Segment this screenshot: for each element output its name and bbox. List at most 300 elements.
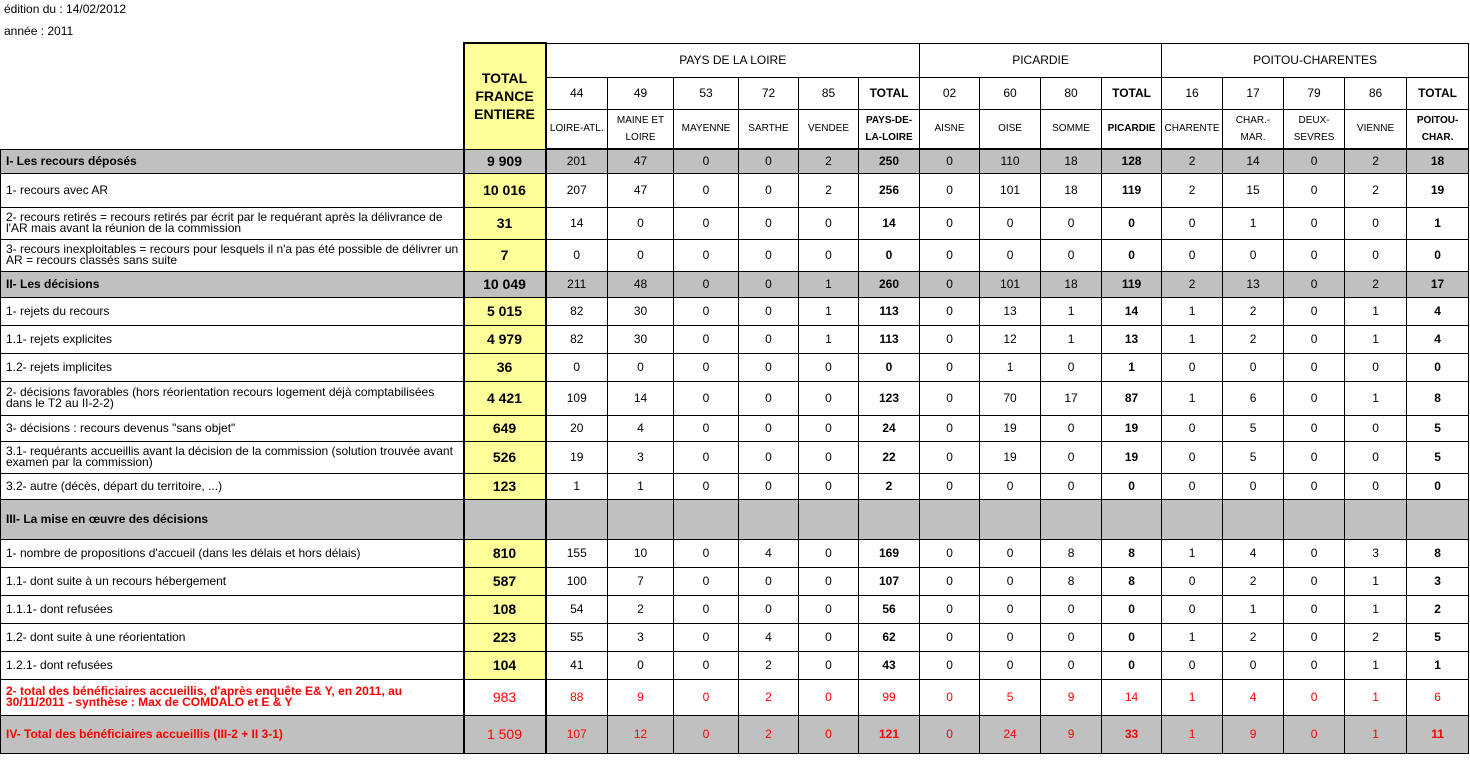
dept-code-header: 02 bbox=[920, 77, 980, 109]
cell-value: 2 bbox=[739, 651, 799, 679]
cell-value: 5 bbox=[980, 679, 1041, 715]
cell-value: 211 bbox=[546, 271, 608, 297]
cell-value bbox=[739, 499, 799, 539]
cell-value: 0 bbox=[674, 567, 739, 595]
total-france-value: 10 049 bbox=[464, 271, 546, 297]
cell-value: 1 bbox=[1041, 325, 1102, 353]
cell-value: 3 bbox=[608, 623, 674, 651]
cell-value: 2 bbox=[1345, 173, 1407, 207]
cell-value: 1 bbox=[1345, 567, 1407, 595]
cell-value: 0 bbox=[1041, 441, 1102, 473]
cell-value: 15 bbox=[1223, 173, 1284, 207]
cell-value: 2 bbox=[1223, 297, 1284, 325]
cell-value: 0 bbox=[1041, 415, 1102, 441]
cell-value: 1 bbox=[1223, 595, 1284, 623]
cell-value: 1 bbox=[546, 473, 608, 499]
cell-value: 9 bbox=[608, 679, 674, 715]
dept-code-header: 49 bbox=[608, 77, 674, 109]
cell-value: 0 bbox=[1041, 353, 1102, 381]
cell-value: 1 bbox=[1162, 325, 1223, 353]
cell-value: 0 bbox=[920, 595, 980, 623]
row-label: 1- nombre de propositions d'accueil (dans les délais et hors délais) bbox=[1, 539, 464, 567]
cell-value: 14 bbox=[1223, 149, 1284, 173]
cell-value: 0 bbox=[739, 271, 799, 297]
cell-value: 1 bbox=[980, 353, 1041, 381]
total-france-value: 104 bbox=[464, 651, 546, 679]
cell-value: 0 bbox=[1041, 595, 1102, 623]
cell-value: 1 bbox=[1162, 539, 1223, 567]
cell-value: 0 bbox=[859, 239, 920, 271]
cell-value: 107 bbox=[859, 567, 920, 595]
cell-value: 87 bbox=[1102, 381, 1162, 415]
cell-value: 19 bbox=[980, 441, 1041, 473]
cell-value: 2 bbox=[739, 715, 799, 753]
cell-value: 19 bbox=[546, 441, 608, 473]
corner-cell bbox=[1, 43, 464, 149]
row-label: 1.2- rejets implicites bbox=[1, 353, 464, 381]
cell-value: 101 bbox=[980, 271, 1041, 297]
dept-code-header: 80 bbox=[1041, 77, 1102, 109]
dept-code-header: TOTAL bbox=[1407, 77, 1469, 109]
cell-value: 20 bbox=[546, 415, 608, 441]
cell-value: 0 bbox=[1102, 651, 1162, 679]
cell-value: 5 bbox=[1407, 415, 1469, 441]
cell-value: 2 bbox=[1162, 271, 1223, 297]
cell-value: 0 bbox=[799, 651, 859, 679]
cell-value: 4 bbox=[739, 539, 799, 567]
cell-value: 4 bbox=[1407, 297, 1469, 325]
dept-name-header: VIENNE bbox=[1345, 109, 1407, 149]
table-row bbox=[1, 297, 1469, 325]
cell-value: 0 bbox=[1162, 473, 1223, 499]
cell-value: 1 bbox=[1162, 679, 1223, 715]
cell-value bbox=[1041, 499, 1102, 539]
cell-value: 19 bbox=[1407, 173, 1469, 207]
cell-value: 0 bbox=[674, 679, 739, 715]
cell-value: 0 bbox=[920, 473, 980, 499]
cell-value: 18 bbox=[1407, 149, 1469, 173]
cell-value: 1 bbox=[1345, 679, 1407, 715]
cell-value: 0 bbox=[1102, 623, 1162, 651]
row-label: 1- recours avec AR bbox=[1, 173, 464, 207]
table-row bbox=[1, 539, 1469, 567]
cell-value: 0 bbox=[920, 715, 980, 753]
cell-value: 4 bbox=[1223, 539, 1284, 567]
cell-value: 0 bbox=[799, 239, 859, 271]
cell-value: 121 bbox=[859, 715, 920, 753]
cell-value: 123 bbox=[859, 381, 920, 415]
cell-value: 0 bbox=[1345, 441, 1407, 473]
dept-code-header: 60 bbox=[980, 77, 1041, 109]
cell-value: 0 bbox=[920, 567, 980, 595]
cell-value: 1 bbox=[1041, 297, 1102, 325]
cell-value bbox=[1345, 499, 1407, 539]
cell-value: 0 bbox=[608, 239, 674, 271]
cell-value: 0 bbox=[739, 297, 799, 325]
cell-value: 2 bbox=[608, 595, 674, 623]
dept-name-header: CHAR.-MAR. bbox=[1223, 109, 1284, 149]
cell-value: 113 bbox=[859, 297, 920, 325]
cell-value: 0 bbox=[739, 473, 799, 499]
cell-value: 0 bbox=[674, 595, 739, 623]
cell-value: 14 bbox=[608, 381, 674, 415]
cell-value: 1 bbox=[1162, 381, 1223, 415]
cell-value bbox=[920, 499, 980, 539]
cell-value: 12 bbox=[980, 325, 1041, 353]
cell-value: 0 bbox=[1345, 353, 1407, 381]
cell-value: 19 bbox=[1102, 441, 1162, 473]
cell-value: 0 bbox=[674, 173, 739, 207]
cell-value: 0 bbox=[799, 715, 859, 753]
cell-value: 0 bbox=[920, 415, 980, 441]
cell-value: 0 bbox=[739, 325, 799, 353]
cell-value: 1 bbox=[1345, 595, 1407, 623]
cell-value: 2 bbox=[1223, 325, 1284, 353]
cell-value: 107 bbox=[546, 715, 608, 753]
cell-value: 0 bbox=[1284, 297, 1345, 325]
cell-value: 0 bbox=[799, 539, 859, 567]
table-row bbox=[1, 173, 1469, 207]
cell-value: 5 bbox=[1223, 415, 1284, 441]
cell-value: 13 bbox=[1102, 325, 1162, 353]
cell-value: 3 bbox=[1407, 567, 1469, 595]
total-france-value: 7 bbox=[464, 239, 546, 271]
cell-value: 0 bbox=[1284, 353, 1345, 381]
dept-name-header: SARTHE bbox=[739, 109, 799, 149]
table-row bbox=[1, 271, 1469, 297]
dept-code-header: TOTAL bbox=[859, 77, 920, 109]
cell-value: 0 bbox=[980, 473, 1041, 499]
cell-value: 0 bbox=[739, 149, 799, 173]
cell-value: 47 bbox=[608, 173, 674, 207]
cell-value: 250 bbox=[859, 149, 920, 173]
cell-value: 0 bbox=[799, 415, 859, 441]
row-label: 3.2- autre (décès, départ du territoire, ...) bbox=[1, 473, 464, 499]
cell-value: 256 bbox=[859, 173, 920, 207]
cell-value: 0 bbox=[1407, 239, 1469, 271]
cell-value: 0 bbox=[739, 415, 799, 441]
total-france-value: 587 bbox=[464, 567, 546, 595]
cell-value: 0 bbox=[920, 207, 980, 239]
cell-value: 10 bbox=[608, 539, 674, 567]
cell-value: 260 bbox=[859, 271, 920, 297]
cell-value: 0 bbox=[1223, 651, 1284, 679]
total-france-value: 9 909 bbox=[464, 149, 546, 173]
cell-value: 0 bbox=[608, 207, 674, 239]
row-label: 2- recours retirés = recours retirés par écrit par le requérant après la délivrance de l'AR mais avant la réunion de la commission bbox=[1, 207, 464, 239]
dept-name-header: SOMME bbox=[1041, 109, 1102, 149]
cell-value: 1 bbox=[799, 325, 859, 353]
row-label: 1.1.1- dont refusées bbox=[1, 595, 464, 623]
cell-value: 0 bbox=[739, 207, 799, 239]
cell-value: 2 bbox=[1407, 595, 1469, 623]
cell-value: 0 bbox=[799, 207, 859, 239]
cell-value: 5 bbox=[1223, 441, 1284, 473]
row-label: 1.1- rejets explicites bbox=[1, 325, 464, 353]
cell-value: 1 bbox=[1345, 325, 1407, 353]
cell-value: 2 bbox=[1345, 623, 1407, 651]
data-table bbox=[0, 42, 1469, 754]
cell-value: 0 bbox=[1345, 415, 1407, 441]
cell-value: 0 bbox=[799, 353, 859, 381]
cell-value: 0 bbox=[1284, 325, 1345, 353]
cell-value: 82 bbox=[546, 325, 608, 353]
cell-value: 0 bbox=[1041, 239, 1102, 271]
total-france-value: 10 016 bbox=[464, 173, 546, 207]
edition-date: édition du : 14/02/2012 bbox=[4, 2, 127, 16]
cell-value: 0 bbox=[674, 325, 739, 353]
cell-value: 24 bbox=[859, 415, 920, 441]
cell-value: 2 bbox=[1345, 271, 1407, 297]
cell-value: 0 bbox=[799, 595, 859, 623]
cell-value: 0 bbox=[799, 441, 859, 473]
cell-value: 24 bbox=[980, 715, 1041, 753]
cell-value: 4 bbox=[1407, 325, 1469, 353]
total-france-value: 526 bbox=[464, 441, 546, 473]
cell-value: 0 bbox=[674, 539, 739, 567]
cell-value: 0 bbox=[920, 271, 980, 297]
cell-value: 0 bbox=[1284, 239, 1345, 271]
cell-value: 0 bbox=[674, 651, 739, 679]
dept-code-header: 17 bbox=[1223, 77, 1284, 109]
cell-value: 0 bbox=[1162, 651, 1223, 679]
cell-value: 9 bbox=[1223, 715, 1284, 753]
cell-value: 0 bbox=[1162, 441, 1223, 473]
cell-value: 0 bbox=[1041, 623, 1102, 651]
row-label: 1- rejets du recours bbox=[1, 297, 464, 325]
cell-value: 0 bbox=[739, 567, 799, 595]
cell-value: 119 bbox=[1102, 173, 1162, 207]
cell-value: 0 bbox=[1284, 567, 1345, 595]
cell-value: 0 bbox=[546, 353, 608, 381]
cell-value: 11 bbox=[1407, 715, 1469, 753]
cell-value: 0 bbox=[1223, 239, 1284, 271]
cell-value: 4 bbox=[608, 415, 674, 441]
dept-name-header: PAYS-DE-LA-LOIRE bbox=[859, 109, 920, 149]
cell-value: 101 bbox=[980, 173, 1041, 207]
cell-value: 0 bbox=[920, 623, 980, 651]
cell-value: 2 bbox=[1162, 173, 1223, 207]
cell-value: 0 bbox=[1284, 651, 1345, 679]
cell-value: 1 bbox=[608, 473, 674, 499]
cell-value: 0 bbox=[1102, 473, 1162, 499]
cell-value: 0 bbox=[1284, 623, 1345, 651]
dept-code-header: 53 bbox=[674, 77, 739, 109]
cell-value: 14 bbox=[1102, 679, 1162, 715]
row-label: 1.1- dont suite à un recours hébergement bbox=[1, 567, 464, 595]
dept-name-header: POITOU-CHAR. bbox=[1407, 109, 1469, 149]
cell-value: 82 bbox=[546, 297, 608, 325]
cell-value: 1 bbox=[1162, 715, 1223, 753]
table-row bbox=[1, 567, 1469, 595]
cell-value: 8 bbox=[1407, 539, 1469, 567]
cell-value: 5 bbox=[1407, 441, 1469, 473]
cell-value: 8 bbox=[1407, 381, 1469, 415]
row-label: I- Les recours déposés bbox=[1, 149, 464, 173]
cell-value: 0 bbox=[1345, 473, 1407, 499]
cell-value: 9 bbox=[1041, 715, 1102, 753]
cell-value: 0 bbox=[608, 353, 674, 381]
table-row bbox=[1, 149, 1469, 173]
dept-name-header: MAYENNE bbox=[674, 109, 739, 149]
cell-value bbox=[1223, 499, 1284, 539]
row-label: 1.2.1- dont refusées bbox=[1, 651, 464, 679]
cell-value: 41 bbox=[546, 651, 608, 679]
cell-value: 0 bbox=[920, 539, 980, 567]
cell-value: 0 bbox=[920, 325, 980, 353]
cell-value: 2 bbox=[1223, 567, 1284, 595]
cell-value: 0 bbox=[1284, 679, 1345, 715]
table-row bbox=[1, 473, 1469, 499]
dept-name-header: PICARDIE bbox=[1102, 109, 1162, 149]
cell-value: 0 bbox=[1162, 207, 1223, 239]
cell-value: 2 bbox=[739, 679, 799, 715]
cell-value: 70 bbox=[980, 381, 1041, 415]
cell-value: 0 bbox=[674, 441, 739, 473]
row-label: 3- recours inexploitables = recours pour lesquels il n'a pas été possible de délivrer un AR = recours classés sans suite bbox=[1, 239, 464, 271]
cell-value: 13 bbox=[1223, 271, 1284, 297]
cell-value: 128 bbox=[1102, 149, 1162, 173]
cell-value: 1 bbox=[1345, 381, 1407, 415]
cell-value bbox=[674, 499, 739, 539]
cell-value: 0 bbox=[980, 595, 1041, 623]
dept-name-header: DEUX-SEVRES bbox=[1284, 109, 1345, 149]
cell-value: 0 bbox=[980, 567, 1041, 595]
cell-value: 0 bbox=[1284, 271, 1345, 297]
table-row bbox=[1, 353, 1469, 381]
cell-value: 0 bbox=[1041, 207, 1102, 239]
total-france-value: 810 bbox=[464, 539, 546, 567]
dept-name-header: AISNE bbox=[920, 109, 980, 149]
cell-value: 207 bbox=[546, 173, 608, 207]
cell-value: 1 bbox=[1345, 715, 1407, 753]
cell-value: 169 bbox=[859, 539, 920, 567]
cell-value: 0 bbox=[1162, 353, 1223, 381]
row-label: 3- décisions : recours devenus "sans objet" bbox=[1, 415, 464, 441]
region-header-pays-de-la-loire: PAYS DE LA LOIRE bbox=[546, 43, 920, 77]
cell-value: 30 bbox=[608, 297, 674, 325]
table-row bbox=[1, 651, 1469, 679]
table-row bbox=[1, 499, 1469, 539]
table-row bbox=[1, 623, 1469, 651]
dept-code-header: 16 bbox=[1162, 77, 1223, 109]
cell-value: 0 bbox=[739, 381, 799, 415]
cell-value bbox=[1284, 499, 1345, 539]
cell-value: 0 bbox=[980, 239, 1041, 271]
cell-value bbox=[546, 499, 608, 539]
cell-value: 0 bbox=[1345, 239, 1407, 271]
total-france-value: 123 bbox=[464, 473, 546, 499]
cell-value: 0 bbox=[799, 679, 859, 715]
cell-value: 0 bbox=[1284, 149, 1345, 173]
cell-value: 48 bbox=[608, 271, 674, 297]
cell-value: 0 bbox=[1407, 353, 1469, 381]
cell-value: 113 bbox=[859, 325, 920, 353]
dept-name-header: MAINE ET LOIRE bbox=[608, 109, 674, 149]
cell-value: 55 bbox=[546, 623, 608, 651]
cell-value bbox=[1162, 499, 1223, 539]
region-header-picardie: PICARDIE bbox=[920, 43, 1162, 77]
cell-value: 0 bbox=[674, 715, 739, 753]
cell-value: 4 bbox=[739, 623, 799, 651]
cell-value: 0 bbox=[1407, 473, 1469, 499]
cell-value: 119 bbox=[1102, 271, 1162, 297]
total-france-value: 5 015 bbox=[464, 297, 546, 325]
cell-value: 0 bbox=[799, 473, 859, 499]
cell-value: 0 bbox=[674, 149, 739, 173]
dept-code-header: 72 bbox=[739, 77, 799, 109]
cell-value: 0 bbox=[1284, 381, 1345, 415]
dept-name-header: CHARENTE bbox=[1162, 109, 1223, 149]
total-france-value: 4 421 bbox=[464, 381, 546, 415]
total-france-value: 223 bbox=[464, 623, 546, 651]
total-france-value: 649 bbox=[464, 415, 546, 441]
cell-value: 0 bbox=[920, 441, 980, 473]
cell-value: 18 bbox=[1041, 149, 1102, 173]
cell-value: 8 bbox=[1102, 539, 1162, 567]
cell-value: 0 bbox=[1162, 415, 1223, 441]
cell-value: 2 bbox=[1345, 149, 1407, 173]
cell-value: 1 bbox=[1223, 207, 1284, 239]
cell-value: 43 bbox=[859, 651, 920, 679]
cell-value: 0 bbox=[674, 381, 739, 415]
cell-value: 2 bbox=[1223, 623, 1284, 651]
cell-value: 109 bbox=[546, 381, 608, 415]
cell-value bbox=[980, 499, 1041, 539]
cell-value: 0 bbox=[1284, 715, 1345, 753]
cell-value: 14 bbox=[1102, 297, 1162, 325]
table-row bbox=[1, 715, 1469, 753]
cell-value: 62 bbox=[859, 623, 920, 651]
cell-value: 0 bbox=[920, 651, 980, 679]
row-label: 2- total des bénéficiaires accueillis, d'après enquête E& Y, en 2011, au 30/11/2011 - synthèse : Max de COMDALO et E & Y bbox=[1, 679, 464, 715]
cell-value: 0 bbox=[799, 567, 859, 595]
cell-value: 0 bbox=[1284, 173, 1345, 207]
cell-value bbox=[1407, 499, 1469, 539]
cell-value: 9 bbox=[1041, 679, 1102, 715]
cell-value: 1 bbox=[1162, 623, 1223, 651]
cell-value: 0 bbox=[1162, 595, 1223, 623]
cell-value: 99 bbox=[859, 679, 920, 715]
dept-code-header: 85 bbox=[799, 77, 859, 109]
cell-value: 0 bbox=[1102, 595, 1162, 623]
cell-value: 56 bbox=[859, 595, 920, 623]
cell-value: 0 bbox=[1102, 207, 1162, 239]
cell-value: 0 bbox=[799, 623, 859, 651]
cell-value: 0 bbox=[674, 353, 739, 381]
cell-value: 13 bbox=[980, 297, 1041, 325]
dept-name-header: OISE bbox=[980, 109, 1041, 149]
cell-value bbox=[859, 499, 920, 539]
row-label: 2- décisions favorables (hors réorientation recours logement déjà comptabilisées dans le T2 au II-2-2) bbox=[1, 381, 464, 415]
cell-value: 0 bbox=[920, 239, 980, 271]
cell-value: 3 bbox=[608, 441, 674, 473]
cell-value: 5 bbox=[1407, 623, 1469, 651]
cell-value: 1 bbox=[799, 297, 859, 325]
cell-value: 7 bbox=[608, 567, 674, 595]
table-row bbox=[1, 239, 1469, 271]
cell-value: 1 bbox=[1407, 651, 1469, 679]
cell-value: 1 bbox=[1345, 297, 1407, 325]
cell-value: 0 bbox=[1284, 415, 1345, 441]
row-label: 3.1- requérants accueillis avant la décision de la commission (solution trouvée avant examen par la commission) bbox=[1, 441, 464, 473]
cell-value: 201 bbox=[546, 149, 608, 173]
cell-value: 33 bbox=[1102, 715, 1162, 753]
cell-value: 0 bbox=[608, 651, 674, 679]
cell-value: 1 bbox=[1162, 297, 1223, 325]
cell-value: 0 bbox=[739, 441, 799, 473]
cell-value: 0 bbox=[546, 239, 608, 271]
